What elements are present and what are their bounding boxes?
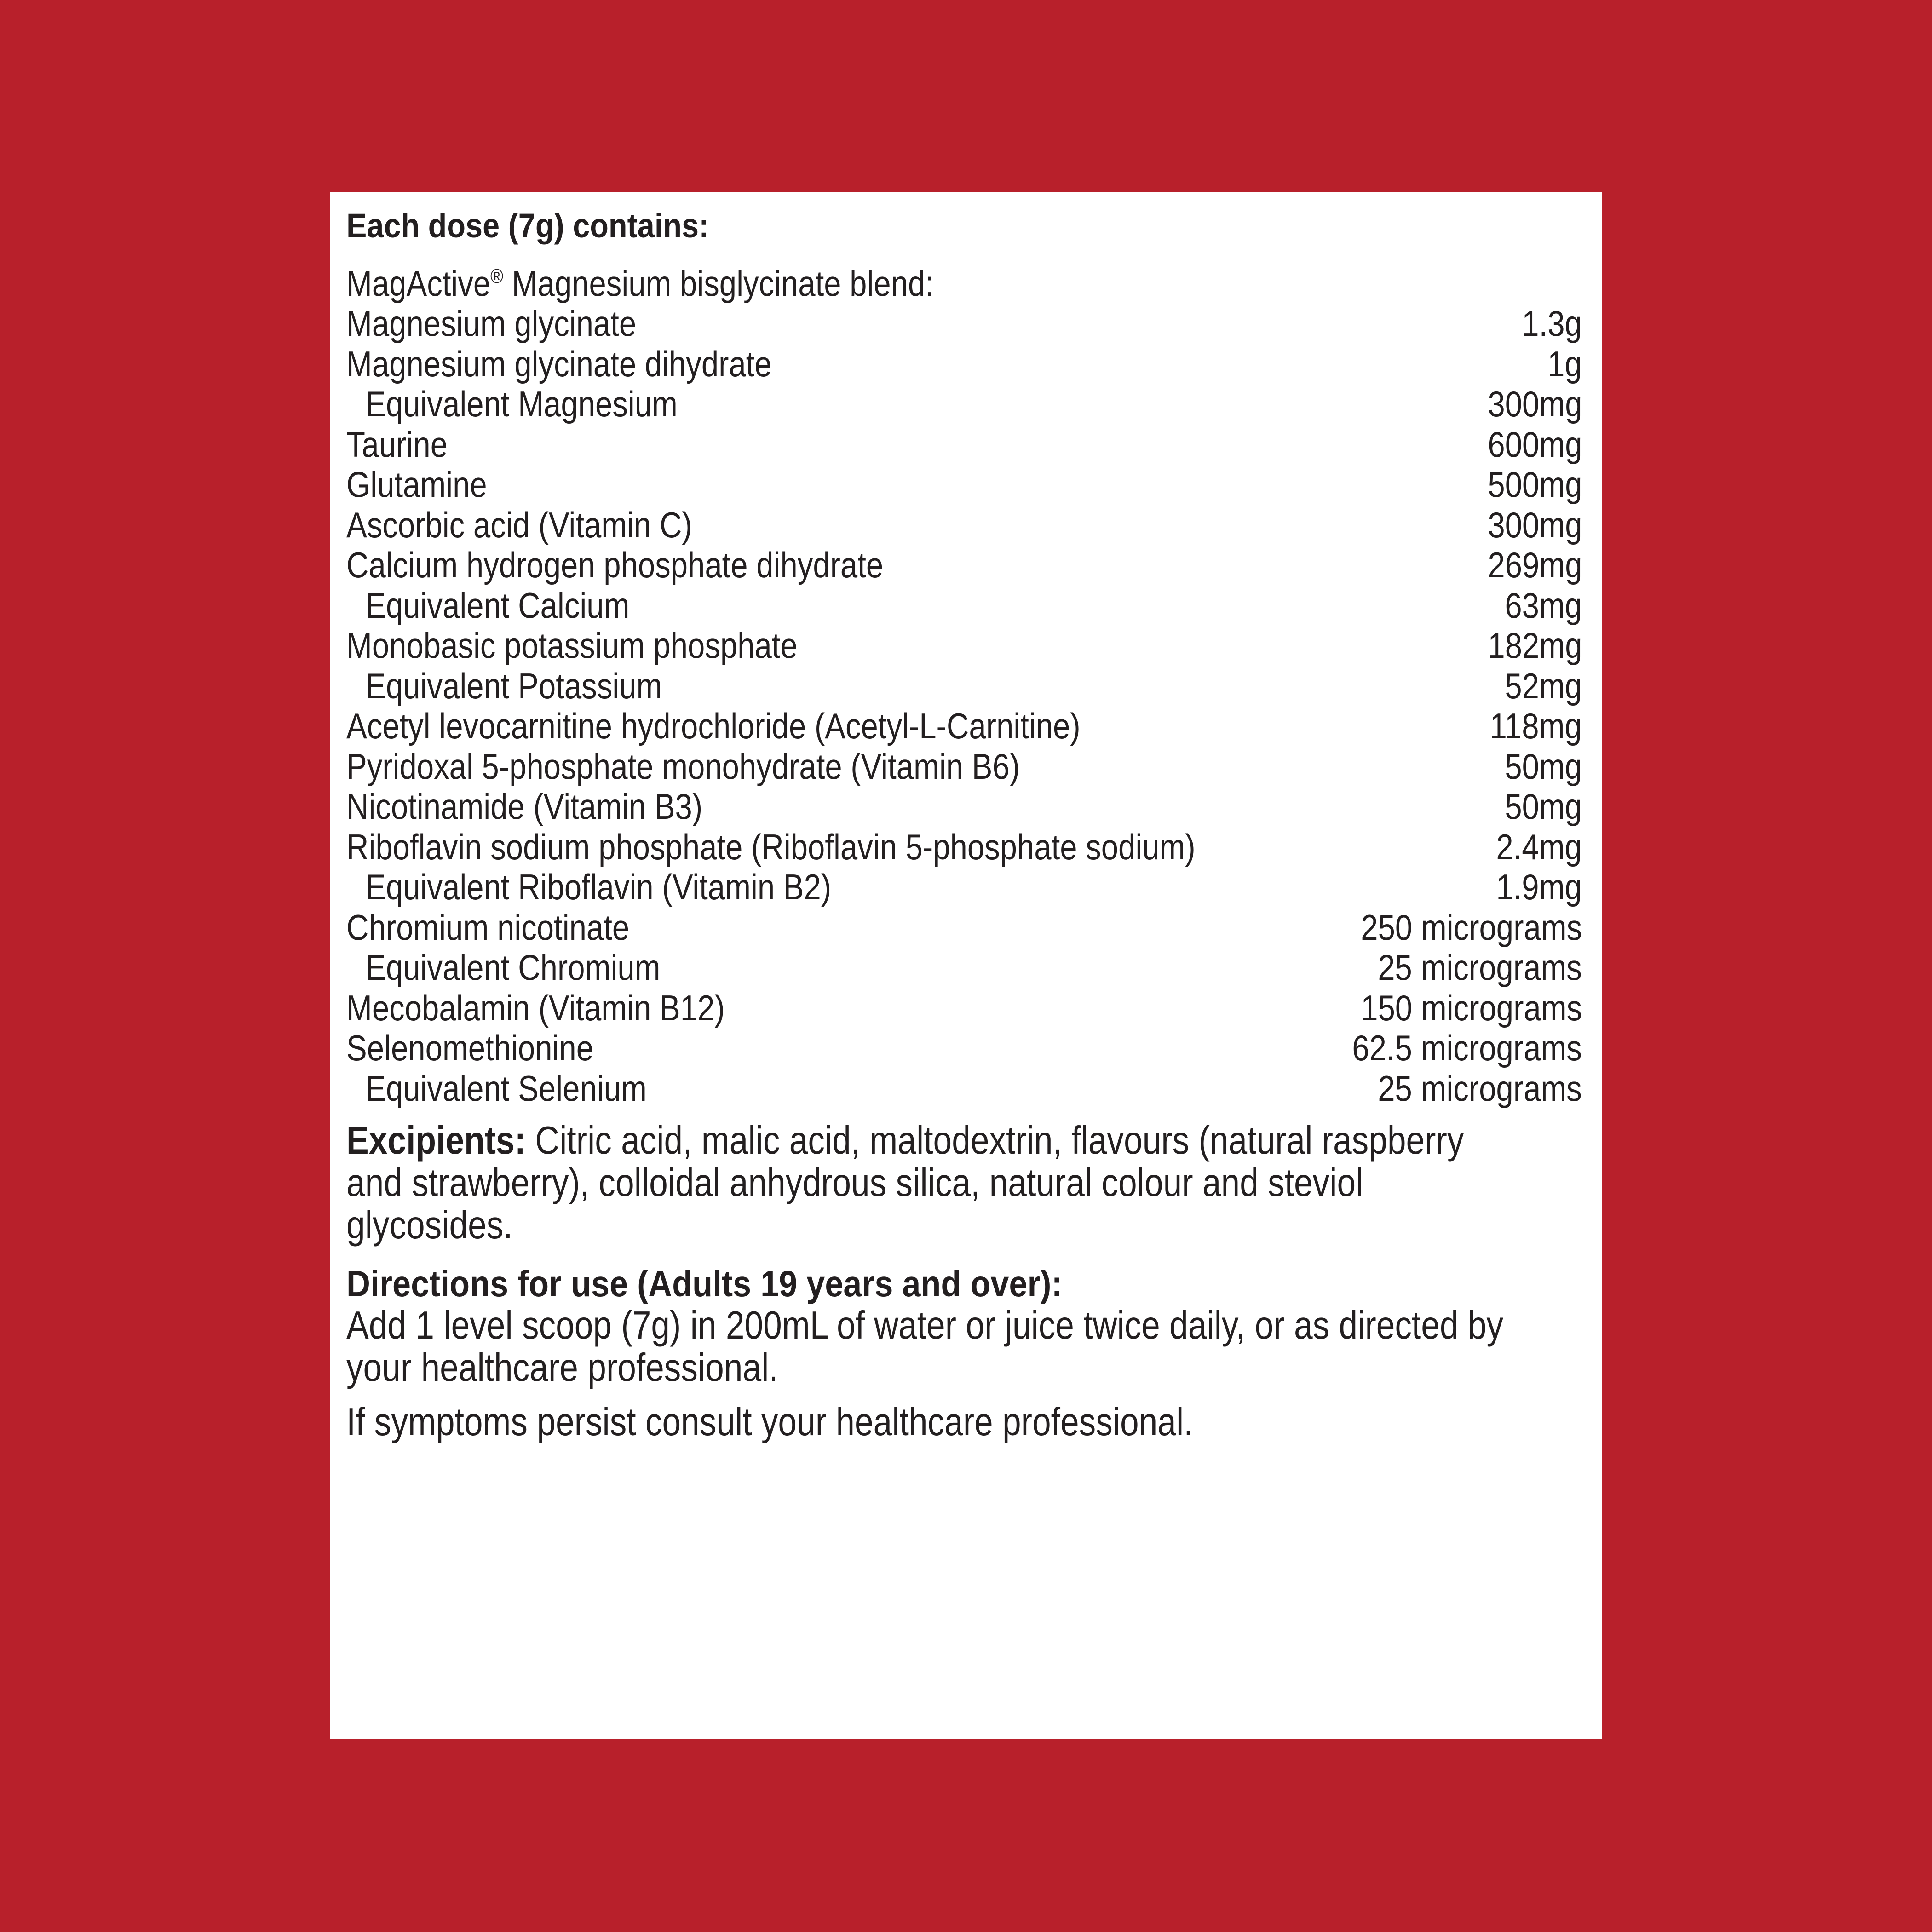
ingredient-sub-row	[346, 384, 1582, 425]
ingredient-amount: 2.4mg	[1496, 826, 1582, 867]
ingredient-name: Monobasic potassium phosphate	[346, 625, 798, 666]
ingredient-row	[346, 827, 1582, 868]
ingredient-name: Chromium nicotinate	[346, 907, 630, 948]
ingredient-name: Pyridoxal 5-phosphate monohydrate (Vitamin B6)	[346, 746, 1020, 787]
ingredient-name: Equivalent Calcium	[365, 585, 630, 626]
ingredient-row	[346, 988, 1582, 1029]
warning-text: If symptoms persist consult your healthcare professional.	[346, 1400, 1193, 1444]
ingredient-row	[346, 787, 1582, 827]
ingredient-amount: 500mg	[1487, 464, 1582, 505]
ingredient-sub-row	[346, 666, 1582, 707]
brand-name: MagActive	[346, 263, 491, 304]
ingredient-list	[346, 304, 1582, 1109]
excipients-label: Excipients:	[346, 1119, 526, 1162]
ingredient-row	[346, 505, 1582, 546]
ingredient-row	[346, 626, 1582, 666]
ingredient-sub-row	[346, 867, 1582, 908]
ingredient-amount: 250 micrograms	[1361, 907, 1582, 948]
ingredient-amount: 269mg	[1487, 545, 1582, 585]
ingredient-amount: 600mg	[1487, 424, 1582, 465]
ingredient-row	[346, 304, 1582, 344]
ingredient-name: Equivalent Potassium	[365, 665, 662, 706]
ingredient-amount: 118mg	[1489, 706, 1582, 746]
ingredient-amount: 62.5 micrograms	[1352, 1028, 1582, 1068]
ingredient-amount: 150 micrograms	[1361, 987, 1582, 1028]
registered-mark: ®	[490, 265, 504, 288]
ingredient-name: Glutamine	[346, 464, 487, 505]
ingredient-sub-row	[346, 1069, 1582, 1109]
ingredient-row	[346, 465, 1582, 505]
ingredient-amount: 1g	[1547, 343, 1582, 384]
ingredient-name: Calcium hydrogen phosphate dihydrate	[346, 545, 884, 585]
ingredient-name: Equivalent Magnesium	[365, 384, 678, 424]
ingredient-sub-row	[346, 948, 1582, 988]
ingredient-name: Nicotinamide (Vitamin B3)	[346, 786, 703, 827]
ingredient-amount: 25 micrograms	[1378, 1068, 1582, 1109]
dose-heading: Each dose (7g) contains:	[346, 207, 709, 245]
ingredient-name: Acetyl levocarnitine hydrochloride (Acetyl-L-Carnitine)	[346, 706, 1081, 746]
ingredient-row	[346, 344, 1582, 385]
ingredient-row	[346, 908, 1582, 948]
ingredient-amount: 1.9mg	[1496, 867, 1582, 907]
ingredient-amount: 63mg	[1505, 585, 1582, 626]
directions-heading: Directions for use (Adults 19 years and over):	[346, 1263, 1063, 1304]
ingredient-name: Magnesium glycinate dihydrate	[346, 343, 772, 384]
ingredient-row	[346, 747, 1582, 787]
ingredient-amount: 50mg	[1505, 786, 1582, 827]
label-panel	[330, 192, 1602, 1739]
ingredient-amount: 182mg	[1487, 625, 1582, 666]
ingredient-amount: 25 micrograms	[1378, 947, 1582, 988]
ingredient-amount: 50mg	[1505, 746, 1582, 787]
ingredient-amount: 300mg	[1487, 384, 1582, 424]
ingredient-amount: 1.3g	[1522, 303, 1582, 344]
ingredient-row	[346, 1028, 1582, 1069]
blend-title	[346, 263, 1409, 304]
blend-title-rest: Magnesium bisglycinate blend:	[503, 263, 934, 304]
ingredient-row	[346, 706, 1582, 747]
ingredient-name: Taurine	[346, 424, 448, 465]
ingredient-name: Equivalent Selenium	[365, 1068, 647, 1109]
ingredient-name: Ascorbic acid (Vitamin C)	[346, 504, 692, 545]
ingredient-name: Selenomethionine	[346, 1028, 594, 1068]
ingredient-sub-row	[346, 586, 1582, 626]
ingredient-row	[346, 545, 1582, 586]
directions-text: Add 1 level scoop (7g) in 200mL of water or juice twice daily, or as directed by your healthcare professional.	[346, 1304, 1504, 1390]
ingredient-amount: 52mg	[1505, 665, 1582, 706]
ingredient-name: Mecobalamin (Vitamin B12)	[346, 987, 725, 1028]
ingredient-amount: 300mg	[1487, 504, 1582, 545]
excipients	[346, 1120, 1529, 1247]
ingredient-name: Equivalent Riboflavin (Vitamin B2)	[365, 867, 832, 907]
excipients-text: Citric acid, malic acid, maltodextrin, flavours (natural raspberry and strawberry), colloidal anhydrous silica, natural colour and steviol glycosides.	[346, 1119, 1464, 1247]
ingredient-name: Equivalent Chromium	[365, 947, 661, 988]
ingredient-name: Riboflavin sodium phosphate (Riboflavin 5-phosphate sodium)	[346, 826, 1196, 867]
ingredient-row	[346, 425, 1582, 465]
ingredient-name: Magnesium glycinate	[346, 303, 637, 344]
